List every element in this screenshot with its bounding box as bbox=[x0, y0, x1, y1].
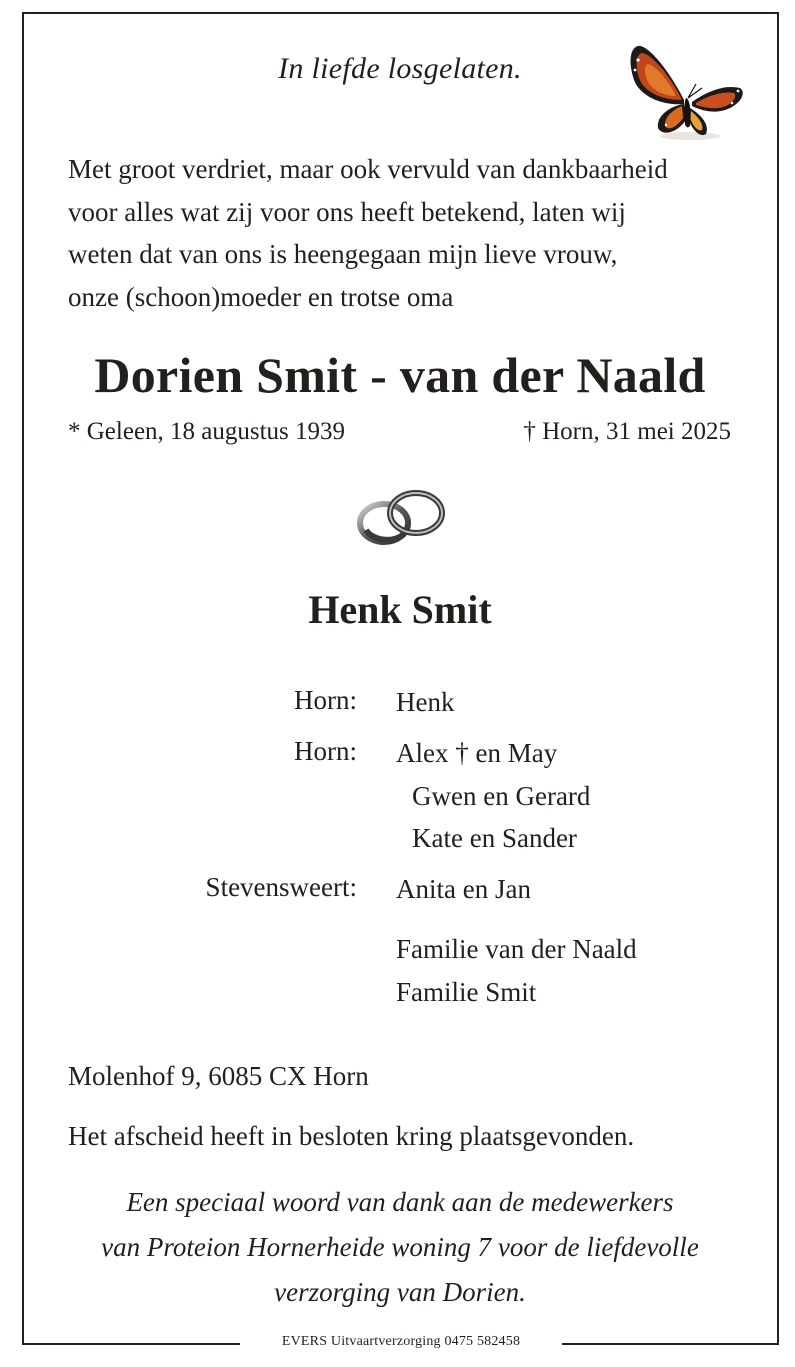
announcement-text bbox=[68, 148, 748, 318]
funeral-home-footer: EVERS Uitvaartverzorging 0475 582458 bbox=[281, 1334, 521, 1349]
family-member: Anita en Jan bbox=[396, 874, 531, 904]
birth-date: * Geleen, 18 augustus 1939 bbox=[68, 418, 346, 445]
family-member: Kate en Sander bbox=[412, 823, 577, 853]
bottom-rule-right bbox=[562, 1343, 779, 1345]
thanks-line: Een speciaal woord van dank aan de medewerkers bbox=[126, 1187, 674, 1217]
death-date: † Horn, 31 mei 2025 bbox=[523, 418, 731, 445]
extended-family bbox=[396, 928, 637, 1013]
family-place: Stevensweert: bbox=[205, 872, 357, 902]
bottom-rule-left bbox=[22, 1343, 240, 1345]
intro-line: voor alles wat zij voor ons heeft betekend, laten wij bbox=[68, 196, 626, 227]
family-names bbox=[396, 868, 531, 911]
wedding-rings-icon bbox=[352, 484, 450, 550]
motto: In liefde losgelaten. bbox=[278, 52, 522, 85]
butterfly-icon bbox=[626, 40, 748, 144]
family-member: Henk bbox=[396, 687, 455, 717]
farewell-note: Het afscheid heeft in besloten kring plaatsgevonden. bbox=[68, 1121, 635, 1151]
thanks-line: van Proteion Hornerheide woning 7 voor de liefdevolle bbox=[101, 1232, 699, 1262]
family-member: Gwen en Gerard bbox=[412, 780, 591, 811]
thanks-note bbox=[30, 1180, 770, 1315]
family-member: Alex † en May bbox=[396, 738, 558, 768]
family-place: Horn: bbox=[294, 736, 357, 766]
family-member: Familie van der Naald bbox=[396, 934, 637, 964]
intro-line: weten dat van ons is heengegaan mijn lieve vrouw, bbox=[68, 239, 618, 269]
family-member: Familie Smit bbox=[396, 976, 537, 1007]
thanks-line: verzorging van Dorien. bbox=[274, 1277, 526, 1307]
family-names bbox=[396, 732, 590, 860]
family-names bbox=[396, 681, 454, 724]
address: Molenhof 9, 6085 CX Horn bbox=[68, 1061, 369, 1091]
partner-name: Henk Smit bbox=[308, 587, 492, 632]
intro-line: Met groot verdriet, maar ook vervuld van dankbaarheid bbox=[68, 154, 668, 184]
deceased-name: Dorien Smit - van der Naald bbox=[94, 347, 706, 403]
family-place: Horn: bbox=[294, 685, 357, 715]
intro-line: onze (schoon)moeder en trotse oma bbox=[68, 281, 454, 312]
